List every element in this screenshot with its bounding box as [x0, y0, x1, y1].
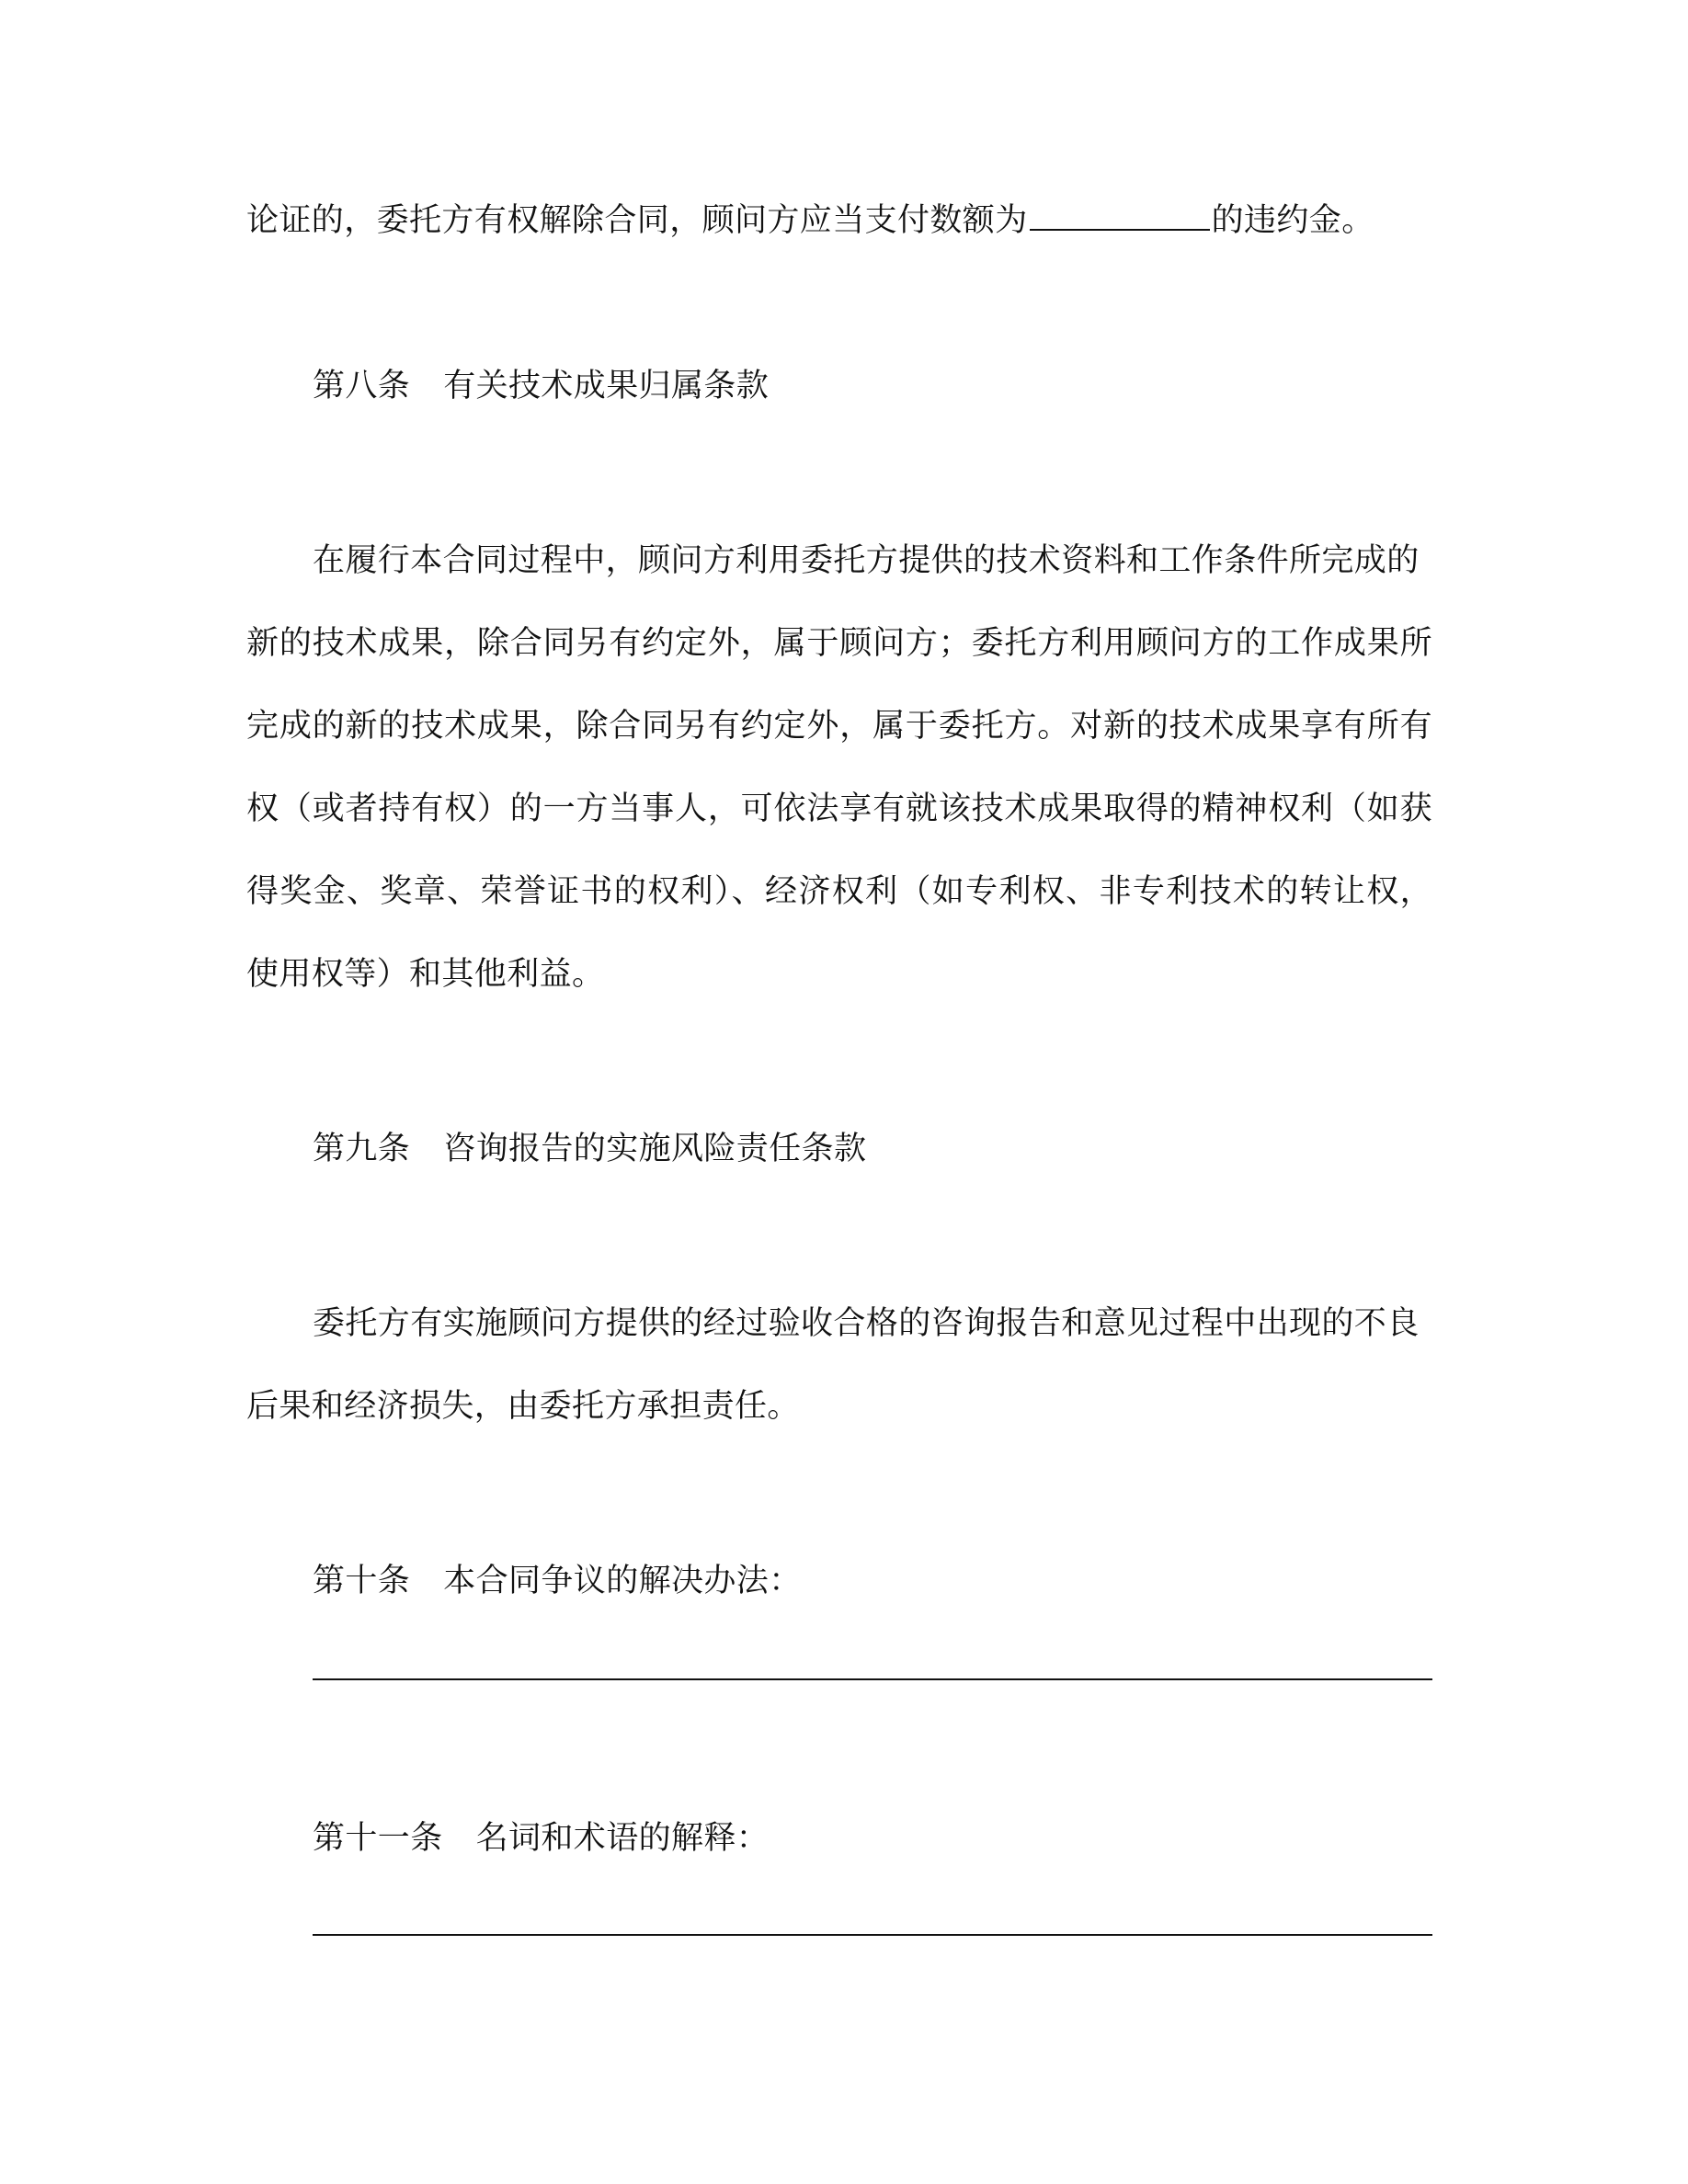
penalty-clause-tail: 的违约金。 [1211, 202, 1374, 239]
article-8-line-6: 使用权等）和其他利益。 [246, 956, 605, 993]
article-11-heading [313, 1816, 1499, 1860]
article-9-line-1: 委托方有实施顾问方提供的经过验收合格的咨询报告和意见过程中出现的不良 [313, 1305, 1420, 1342]
article-8-line-5: 得奖金、奖章、荣誉证书的权利）、经济权利（如专利权、非专利技术的转让权， [246, 873, 1432, 910]
article-10-heading [313, 1559, 1499, 1603]
penalty-clause-line [246, 199, 1432, 243]
article-11-fill-line [313, 1934, 1432, 1936]
article-8-line-1: 在履行本合同过程中，顾问方利用委托方提供的技术资料和工作条件所完成的 [313, 542, 1420, 579]
article-9-title: 咨询报告的实施风险责任条款 [443, 1131, 867, 1167]
article-9-line-2: 后果和经济损失，由委托方承担责任。 [246, 1388, 800, 1425]
penalty-clause-text: 论证的，委托方有权解除合同，顾问方应当支付数额为 [246, 202, 1028, 239]
article-10-title: 本合同争议的解决办法： [443, 1563, 802, 1599]
article-9-heading [313, 1127, 1499, 1171]
article-8-heading [313, 364, 1499, 408]
article-10-fill-line [313, 1678, 1432, 1680]
article-8-number: 第八条 [313, 368, 411, 404]
article-8-line-2: 新的技术成果，除合同另有约定外，属于顾问方；委托方利用顾问方的工作成果所 [246, 625, 1432, 662]
article-11-title: 名词和术语的解释： [475, 1820, 770, 1857]
article-8-title: 有关技术成果归属条款 [443, 368, 770, 404]
article-9-number: 第九条 [313, 1131, 411, 1167]
penalty-amount-blank [1030, 199, 1210, 231]
article-8-line-4: 权（或者持有权）的一方当事人，可依法享有就该技术成果取得的精神权利（如获 [246, 791, 1432, 827]
article-10-number: 第十条 [313, 1563, 411, 1599]
article-11-number: 第十一条 [313, 1820, 443, 1857]
article-8-line-3: 完成的新的技术成果，除合同另有约定外，属于委托方。对新的技术成果享有所有 [246, 708, 1432, 745]
